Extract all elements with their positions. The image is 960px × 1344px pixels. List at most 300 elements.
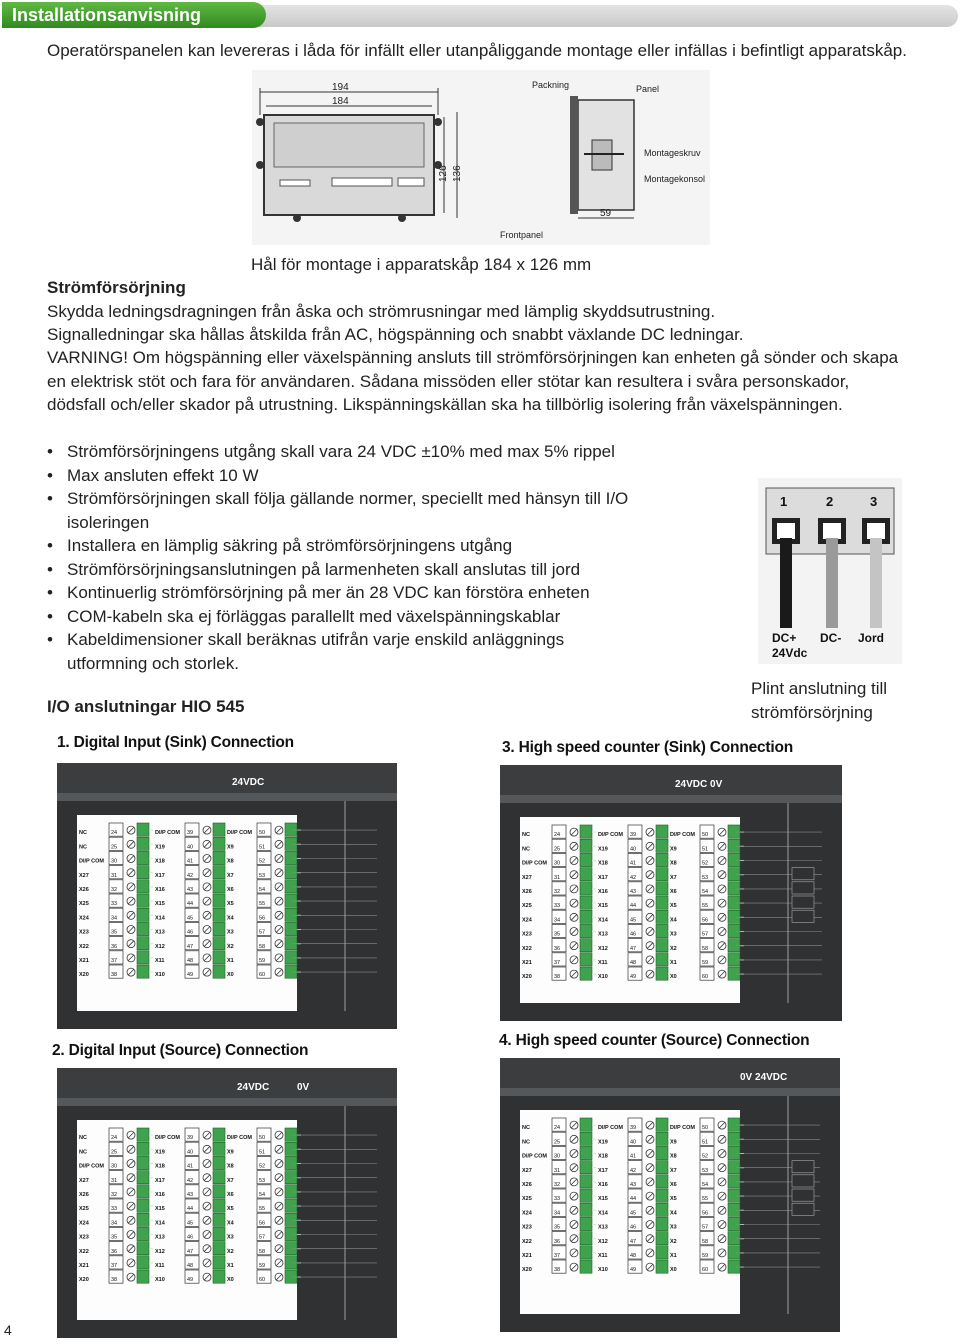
mounting-drawing — [252, 70, 710, 245]
terminal-label: X26 — [79, 1192, 89, 1198]
pin-number: 38 — [111, 972, 118, 979]
terminal-label: DI/P COM — [227, 830, 252, 837]
pin-number: 50 — [702, 832, 709, 839]
supply-label: 0V — [297, 1082, 310, 1093]
terminal-label: X11 — [598, 960, 608, 966]
pin-number: 32 — [554, 1182, 561, 1188]
pin-number: 53 — [259, 1177, 266, 1184]
terminal-label: X7 — [227, 1177, 234, 1184]
pin-number: 31 — [111, 872, 118, 879]
terminal-label: NC — [522, 1125, 530, 1132]
terminal-label: X21 — [79, 958, 89, 964]
terminal-label: X9 — [227, 844, 234, 851]
pin-number: 35 — [554, 931, 561, 938]
terminal-label: X25 — [522, 903, 532, 910]
pin-number: 33 — [111, 1206, 118, 1213]
pin-number: 25 — [554, 846, 561, 853]
terminal-label: X3 — [227, 1234, 234, 1241]
pin-number: 57 — [259, 1234, 266, 1241]
pin-number: 38 — [111, 1277, 118, 1284]
terminal-label: DI/P COM — [598, 832, 623, 839]
wiring-diagram — [57, 763, 397, 1029]
pin-number: 43 — [630, 1182, 637, 1188]
terminal-label: X3 — [670, 931, 677, 938]
pin-number: 38 — [554, 974, 561, 981]
pin-number: 35 — [554, 1224, 561, 1231]
pin-number: 35 — [111, 929, 118, 936]
supply-label: 24VDC — [232, 777, 265, 788]
list-item: • Max ansluten effekt 10 W — [47, 465, 259, 485]
terminal-label: X0 — [227, 1277, 234, 1284]
pin-number: 53 — [702, 874, 709, 881]
power-line-2: Signalledningar ska hållas åtskilda från AC, högspänning och snabbt växlande DC ledningar. — [47, 325, 744, 344]
terminal-label: X2 — [670, 1238, 677, 1245]
terminal-label: X11 — [155, 958, 165, 964]
terminal-label: X17 — [155, 1177, 165, 1184]
terminal-label: X21 — [522, 1253, 532, 1259]
pin-number: 49 — [187, 1277, 194, 1284]
pin-number: 52 — [259, 858, 266, 865]
mounting-caption: Hål för montage i apparatskåp 184 x 126 mm — [251, 255, 592, 274]
pin-number: 55 — [259, 901, 266, 908]
io-heading: I/O anslutningar HIO 545 — [47, 697, 245, 716]
power-warning: VARNING! Om högspänning eller växelspänning ansluts till strömförsörjningen kan enheten gå sönder och skapa en elektrisk stöt och fara för användaren. Sådana missöden eller stötar kan resultera i svåra personskador, dödsfall och/eller skador på utrustning. Likspänningskällan ska ha tillbörlig isolering från växelspänningen. — [47, 348, 899, 414]
io-diagram-2 — [57, 1068, 397, 1338]
pin-number: 50 — [259, 1135, 266, 1142]
pin-number: 59 — [702, 960, 709, 966]
terminal-label: X10 — [155, 1277, 165, 1284]
terminal-label: X12 — [598, 1238, 608, 1245]
pin-number: 48 — [187, 1263, 194, 1269]
list-item: • Kabeldimensioner skall beräknas utifrån varje enskild anläggnings utformning och storlek. — [47, 630, 565, 673]
power-heading: Strömförsörjning — [47, 278, 186, 297]
pin-number: 36 — [111, 1248, 118, 1255]
terminal-caption: Plint anslutning till strömförsörjning — [751, 679, 888, 722]
label-frontpanel: Frontpanel — [500, 230, 544, 240]
pin-number: 48 — [187, 958, 194, 964]
header-grey-bar — [240, 5, 958, 27]
pin-number: 52 — [702, 860, 709, 867]
supply-label: 0V 24VDC — [740, 1072, 788, 1083]
pin-number: 51 — [702, 846, 709, 853]
pin-number: 42 — [187, 1177, 194, 1184]
terminal-label: X20 — [79, 972, 89, 979]
pin-number: 42 — [630, 874, 637, 881]
dim-136: 136 — [452, 165, 463, 182]
terminal-label: X1 — [227, 958, 234, 964]
terminal-label: X22 — [79, 1248, 89, 1255]
pin-number: 56 — [702, 1210, 709, 1217]
list-item: • Strömförsörjningsanslutningen på larmenheten skall anslutas till jord — [47, 559, 581, 579]
pin-number: 36 — [554, 945, 561, 952]
pin-number: 33 — [111, 901, 118, 908]
terminal-label: NC — [79, 830, 87, 837]
label-panel: Panel — [636, 84, 660, 94]
terminal-label: X24 — [79, 915, 89, 922]
terminal-label: X17 — [598, 874, 608, 881]
pin-number: 31 — [554, 874, 561, 881]
terminal-label: X22 — [522, 1238, 532, 1245]
pin-number: 54 — [259, 1192, 266, 1198]
power-line-1: Skydda ledningsdragningen från åska och strömrusningar med lämplig skyddsutrustning. — [47, 302, 716, 321]
terminal-label: X27 — [79, 872, 89, 879]
label-24vdc: 24Vdc — [772, 646, 808, 660]
dim-184: 184 — [332, 96, 349, 107]
pin-number: 60 — [259, 972, 266, 979]
pin-number: 40 — [187, 1149, 194, 1156]
terminal-label: X1 — [227, 1263, 234, 1269]
page-number: 4 — [4, 1322, 12, 1338]
pin-number: 58 — [259, 1248, 266, 1255]
terminal-label: DI/P COM — [598, 1125, 623, 1132]
list-item: • Strömförsörjningen skall följa gällande normer, speciellt med hänsyn till I/O isoleringen — [47, 489, 629, 532]
pin-number: 36 — [554, 1238, 561, 1245]
terminal-label: X25 — [79, 1206, 89, 1213]
terminal-label: DI/P COM — [227, 1135, 252, 1142]
pin-number: 36 — [111, 943, 118, 950]
terminal-label: X15 — [155, 1206, 165, 1213]
pin-number: 40 — [630, 1139, 637, 1146]
terminal-label: NC — [522, 1139, 530, 1146]
pin-number: 39 — [187, 1135, 194, 1142]
list-item: • Kontinuerlig strömförsörjning på mer än 28 VDC kan förstöra enheten — [47, 583, 590, 602]
pin-number: 34 — [554, 917, 561, 924]
terminal-label: X5 — [670, 1196, 677, 1203]
terminal-number-1: 1 — [780, 494, 788, 509]
pin-number: 47 — [630, 945, 637, 952]
pin-number: 39 — [630, 1125, 637, 1132]
pin-number: 44 — [630, 1196, 637, 1203]
pin-number: 47 — [187, 1248, 194, 1255]
pin-number: 45 — [630, 917, 637, 924]
terminal-label: X22 — [79, 943, 89, 950]
label-packning: Packning — [532, 80, 570, 90]
terminal-label: DI/P COM — [522, 860, 547, 867]
pin-number: 24 — [554, 1125, 561, 1132]
pin-number: 33 — [554, 903, 561, 910]
terminal-label: X19 — [155, 844, 165, 851]
pin-number: 47 — [630, 1238, 637, 1245]
section-title: Installationsanvisning — [12, 5, 202, 25]
terminal-label: X9 — [670, 846, 677, 853]
label-jord: Jord — [858, 631, 885, 645]
pin-number: 37 — [111, 1263, 118, 1269]
terminal-label: NC — [79, 1149, 87, 1156]
terminal-label: X3 — [670, 1224, 677, 1231]
terminal-label: X16 — [598, 889, 608, 895]
terminal-label: X22 — [522, 945, 532, 952]
pin-number: 49 — [187, 972, 194, 979]
pin-number: 55 — [702, 1196, 709, 1203]
terminal-label: X23 — [79, 929, 89, 936]
pin-number: 52 — [259, 1163, 266, 1170]
pin-number: 39 — [630, 832, 637, 839]
power-bullet-list — [47, 440, 747, 675]
pin-number: 46 — [187, 1234, 194, 1241]
pin-number: 34 — [554, 1210, 561, 1217]
terminal-label: X23 — [522, 931, 532, 938]
terminal-label: X26 — [522, 1182, 532, 1188]
terminal-label: X15 — [598, 903, 608, 910]
terminal-label: X4 — [227, 915, 234, 922]
terminal-label: X10 — [155, 972, 165, 979]
pin-number: 48 — [630, 960, 637, 966]
terminal-label: X19 — [598, 1139, 608, 1146]
pin-number: 59 — [259, 958, 266, 964]
pin-number: 55 — [702, 903, 709, 910]
terminal-label: X13 — [155, 929, 165, 936]
mounting-dimension-figure — [252, 70, 710, 245]
terminal-label: X7 — [670, 874, 677, 881]
terminal-label: X7 — [227, 872, 234, 879]
terminal-label: X1 — [670, 960, 677, 966]
pin-number: 53 — [259, 872, 266, 879]
pin-number: 54 — [702, 889, 709, 895]
label-montageskruv: Montageskruv — [644, 148, 701, 158]
terminal-label: X14 — [598, 917, 608, 924]
terminal-label: X16 — [155, 1192, 165, 1198]
terminal-label: NC — [79, 844, 87, 851]
terminal-label: X17 — [155, 872, 165, 879]
pin-number: 32 — [111, 1192, 118, 1198]
terminal-label: X17 — [598, 1167, 608, 1174]
terminal-label: X14 — [598, 1210, 608, 1217]
terminal-label: X5 — [670, 903, 677, 910]
pin-number: 46 — [187, 929, 194, 936]
pin-number: 50 — [259, 830, 266, 837]
pin-number: 34 — [111, 915, 118, 922]
terminal-label: X10 — [598, 974, 608, 981]
terminal-label: DI/P COM — [670, 832, 695, 839]
pin-number: 45 — [187, 1220, 194, 1227]
terminal-label: X1 — [670, 1253, 677, 1259]
pin-number: 57 — [259, 929, 266, 936]
pin-number: 58 — [702, 945, 709, 952]
terminal-label: X4 — [227, 1220, 234, 1227]
pin-number: 51 — [702, 1139, 709, 1146]
pin-number: 57 — [702, 931, 709, 938]
pin-number: 60 — [259, 1277, 266, 1284]
pin-number: 52 — [702, 1153, 709, 1160]
terminal-label: X20 — [79, 1277, 89, 1284]
terminal-number-2: 2 — [826, 494, 834, 509]
pin-number: 37 — [554, 1253, 561, 1259]
terminal-label: X9 — [227, 1149, 234, 1156]
terminal-label: X26 — [522, 889, 532, 895]
pin-number: 45 — [630, 1210, 637, 1217]
dim-126: 126 — [438, 165, 449, 182]
pin-number: 54 — [259, 887, 266, 893]
pin-number: 58 — [259, 943, 266, 950]
pin-number: 35 — [111, 1234, 118, 1241]
pin-number: 25 — [111, 844, 118, 851]
pin-number: 49 — [630, 1267, 637, 1274]
terminal-number-3: 3 — [870, 494, 878, 509]
pin-number: 31 — [554, 1167, 561, 1174]
terminal-label: X5 — [227, 901, 234, 908]
terminal-label: X27 — [522, 874, 532, 881]
pin-number: 24 — [111, 830, 118, 837]
terminal-label: X25 — [522, 1196, 532, 1203]
terminal-label: X8 — [227, 1163, 234, 1170]
terminal-label: X6 — [670, 889, 677, 895]
terminal-label: X2 — [227, 943, 234, 950]
pin-number: 31 — [111, 1177, 118, 1184]
pin-number: 56 — [259, 1220, 266, 1227]
terminal-label: X18 — [598, 860, 608, 867]
dim-194: 194 — [332, 82, 349, 93]
pin-number: 57 — [702, 1224, 709, 1231]
pin-number: 59 — [702, 1253, 709, 1259]
pin-number: 60 — [702, 974, 709, 981]
terminal-label: NC — [522, 846, 530, 853]
pin-number: 30 — [554, 1153, 561, 1160]
terminal-label: X24 — [522, 1210, 532, 1217]
terminal-label: X14 — [155, 915, 165, 922]
list-item: • Installera en lämplig säkring på strömförsörjningens utgång — [47, 536, 513, 555]
pin-number: 25 — [554, 1139, 561, 1146]
pin-number: 60 — [702, 1267, 709, 1274]
terminal-label: X19 — [155, 1149, 165, 1156]
pin-number: 55 — [259, 1206, 266, 1213]
terminal-label: X15 — [598, 1196, 608, 1203]
terminal-label: X4 — [670, 1210, 677, 1217]
pin-number: 54 — [702, 1182, 709, 1188]
terminal-label: DI/P COM — [155, 1135, 180, 1142]
label-dc-plus: DC+ — [772, 631, 797, 645]
header-green-tab — [2, 2, 266, 28]
terminal-label: X18 — [155, 858, 165, 865]
label-dc-minus: DC- — [820, 631, 842, 645]
supply-label-secondary: 24VDC — [237, 1082, 270, 1093]
terminal-label: DI/P COM — [79, 858, 104, 865]
list-item: • Strömförsörjningens utgång skall vara 24 VDC ±10% med max 5% rippel — [47, 442, 615, 461]
power-terminal-figure — [758, 478, 902, 664]
pin-number: 44 — [187, 1206, 194, 1213]
pin-number: 41 — [187, 1163, 194, 1170]
terminal-label: X2 — [227, 1248, 234, 1255]
terminal-label: X21 — [79, 1263, 89, 1269]
pin-number: 46 — [630, 931, 637, 938]
pin-number: 34 — [111, 1220, 118, 1227]
terminal-label: X23 — [522, 1224, 532, 1231]
terminal-label: NC — [79, 1135, 87, 1142]
terminal-label: X12 — [155, 943, 165, 950]
terminal-label: X3 — [227, 929, 234, 936]
terminal-label: X6 — [227, 1192, 234, 1198]
pin-number: 33 — [554, 1196, 561, 1203]
pin-number: 50 — [702, 1125, 709, 1132]
terminal-label: X23 — [79, 1234, 89, 1241]
terminal-label: X20 — [522, 974, 532, 981]
pin-number: 51 — [259, 1149, 266, 1156]
list-item: • COM-kabeln ska ej förläggas parallellt med växelspänningskablar — [47, 606, 561, 626]
terminal-label: X5 — [227, 1206, 234, 1213]
intro-text: Operatörspanelen kan levereras i låda för infällt eller utanpåliggande montage eller infällas i befintligt apparatskåp. — [47, 41, 907, 60]
pin-number: 59 — [259, 1263, 266, 1269]
dim-59: 59 — [600, 208, 612, 219]
terminal-label: X26 — [79, 887, 89, 893]
terminal-label: X16 — [598, 1182, 608, 1188]
terminal-label: X6 — [670, 1182, 677, 1188]
terminal-label: X24 — [522, 917, 532, 924]
pin-number: 49 — [630, 974, 637, 981]
terminal-label: X16 — [155, 887, 165, 893]
terminal-label: X13 — [598, 1224, 608, 1231]
terminal-label: X18 — [155, 1163, 165, 1170]
terminal-label: X21 — [522, 960, 532, 966]
pin-number: 42 — [187, 872, 194, 879]
pin-number: 56 — [259, 915, 266, 922]
pin-number: 42 — [630, 1167, 637, 1174]
terminal-label: X27 — [79, 1177, 89, 1184]
pin-number: 39 — [187, 830, 194, 837]
pin-number: 44 — [187, 901, 194, 908]
terminal-label: X0 — [670, 974, 677, 981]
pin-number: 37 — [111, 958, 118, 964]
terminal-drawing — [758, 478, 902, 664]
terminal-label: X24 — [79, 1220, 89, 1227]
supply-label: 24VDC 0V — [675, 779, 723, 790]
terminal-label: DI/P COM — [670, 1125, 695, 1132]
pin-number: 41 — [630, 1153, 637, 1160]
terminal-label: X11 — [598, 1253, 608, 1259]
terminal-label: DI/P COM — [155, 830, 180, 837]
terminal-label: DI/P COM — [79, 1163, 104, 1170]
diagram-title-1: 1. Digital Input (Sink) Connection — [57, 734, 294, 751]
pin-number: 30 — [111, 858, 118, 865]
terminal-label: NC — [522, 832, 530, 839]
pin-number: 38 — [554, 1267, 561, 1274]
terminal-label: X27 — [522, 1167, 532, 1174]
pin-number: 43 — [630, 889, 637, 895]
label-montagekonsol: Montagekonsol — [644, 174, 706, 184]
pin-number: 40 — [187, 844, 194, 851]
section-header — [0, 2, 960, 28]
pin-number: 53 — [702, 1167, 709, 1174]
terminal-label: DI/P COM — [522, 1153, 547, 1160]
pin-number: 48 — [630, 1253, 637, 1259]
terminal-label: X10 — [598, 1267, 608, 1274]
terminal-label: X12 — [598, 945, 608, 952]
terminal-label: X18 — [598, 1153, 608, 1160]
terminal-label: X0 — [227, 972, 234, 979]
terminal-label: X12 — [155, 1248, 165, 1255]
terminal-label: X8 — [227, 858, 234, 865]
pin-number: 32 — [554, 889, 561, 895]
pin-number: 45 — [187, 915, 194, 922]
terminal-label: X13 — [155, 1234, 165, 1241]
pin-number: 30 — [554, 860, 561, 867]
pin-number: 58 — [702, 1238, 709, 1245]
pin-number: 25 — [111, 1149, 118, 1156]
terminal-label: X2 — [670, 945, 677, 952]
wiring-diagram — [57, 1068, 397, 1338]
pin-number: 47 — [187, 943, 194, 950]
terminal-label: X25 — [79, 901, 89, 908]
pin-number: 43 — [187, 1192, 194, 1198]
io-diagram-3 — [500, 765, 842, 1021]
io-diagram-1 — [57, 763, 397, 1029]
terminal-label: X11 — [155, 1263, 165, 1269]
terminal-label: X8 — [670, 1153, 677, 1160]
diagram-title-3: 3. High speed counter (Sink) Connection — [502, 739, 794, 756]
pin-number: 32 — [111, 887, 118, 893]
pin-number: 37 — [554, 960, 561, 966]
terminal-label: X15 — [155, 901, 165, 908]
pin-number: 30 — [111, 1163, 118, 1170]
pin-number: 41 — [630, 860, 637, 867]
